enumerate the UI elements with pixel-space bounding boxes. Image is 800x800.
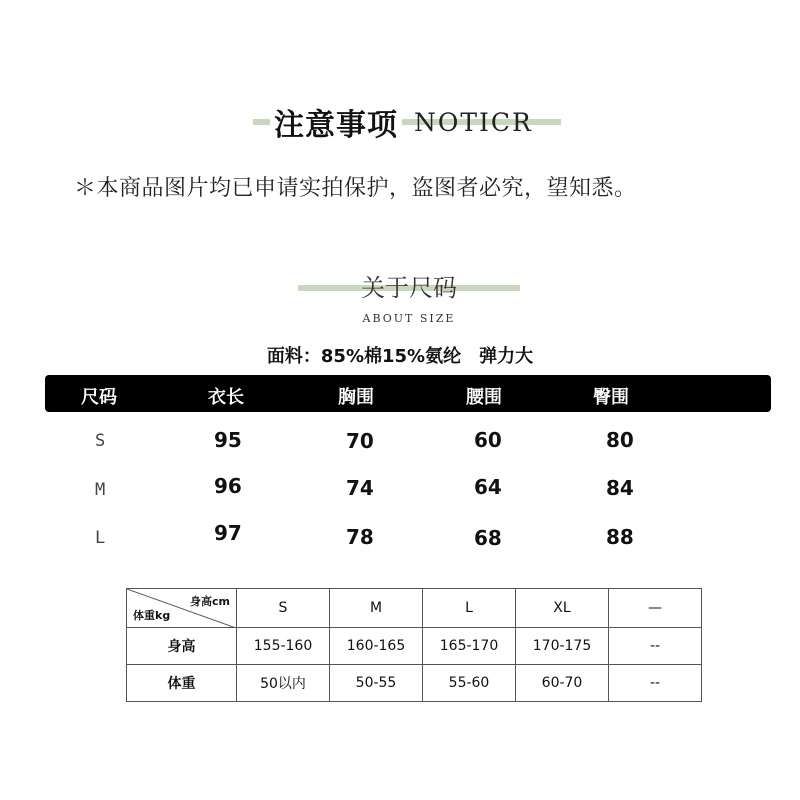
height-cell: 170-175 <box>516 628 609 665</box>
cell-length: 95 <box>214 428 242 452</box>
cell-hip: 80 <box>606 428 634 452</box>
about-size-subtitle: ABOUT SIZE <box>362 312 456 325</box>
header-length: 衣长 <box>208 387 244 408</box>
notice-title-cn: 注意事项 <box>270 100 402 144</box>
weight-cell: 50-55 <box>330 665 423 702</box>
about-size-title: 关于尺码 <box>361 274 457 302</box>
corner-height-label: 身高cm <box>190 595 230 608</box>
header-hip: 臀围 <box>593 387 629 408</box>
height-cell: 160-165 <box>330 628 423 665</box>
row-size-label: L <box>95 528 106 548</box>
size-cell: L <box>423 589 516 628</box>
table-row <box>127 628 702 665</box>
cell-chest: 70 <box>346 429 374 453</box>
weight-cell: -- <box>609 665 702 702</box>
weight-cell: 60-70 <box>516 665 609 702</box>
header-chest: 胸围 <box>338 387 374 408</box>
cell-hip: 84 <box>606 476 634 500</box>
weight-cell: 55-60 <box>423 665 516 702</box>
size-cell: S <box>237 589 330 628</box>
size-cell: M <box>330 589 423 628</box>
cell-hip: 88 <box>606 525 634 549</box>
notice-text: ＊本商品图片均已申请实拍保护，盗图者必究，望知悉。 <box>74 176 637 201</box>
table-row <box>127 665 702 702</box>
cell-waist: 60 <box>474 428 502 452</box>
weight-cell: 50以内 <box>237 665 330 702</box>
cell-length: 97 <box>214 521 242 545</box>
corner-cell <box>127 589 237 628</box>
height-cell: 155-160 <box>237 628 330 665</box>
height-cell: -- <box>609 628 702 665</box>
cell-chest: 74 <box>346 476 374 500</box>
notice-title-en: NOTICR <box>414 107 533 137</box>
fabric-info: 面料：85%棉15%氨纶 弹力大 <box>266 346 534 367</box>
height-label: 身高 <box>127 628 237 665</box>
reference-table <box>126 588 702 702</box>
row-size-label: S <box>95 431 106 451</box>
weight-label: 体重 <box>127 665 237 702</box>
size-table-header <box>45 375 771 412</box>
cell-waist: 64 <box>474 475 502 499</box>
cell-chest: 78 <box>346 525 374 549</box>
row-size-label: M <box>95 480 106 500</box>
table-row <box>127 589 702 628</box>
size-cell: XL <box>516 589 609 628</box>
height-cell: 165-170 <box>423 628 516 665</box>
size-cell: — <box>609 589 702 628</box>
header-waist: 腰围 <box>466 387 502 408</box>
cell-length: 96 <box>214 474 242 498</box>
cell-waist: 68 <box>474 526 502 550</box>
corner-weight-label: 体重kg <box>133 609 171 622</box>
header-size: 尺码 <box>81 387 117 408</box>
notice-heading <box>270 102 533 142</box>
